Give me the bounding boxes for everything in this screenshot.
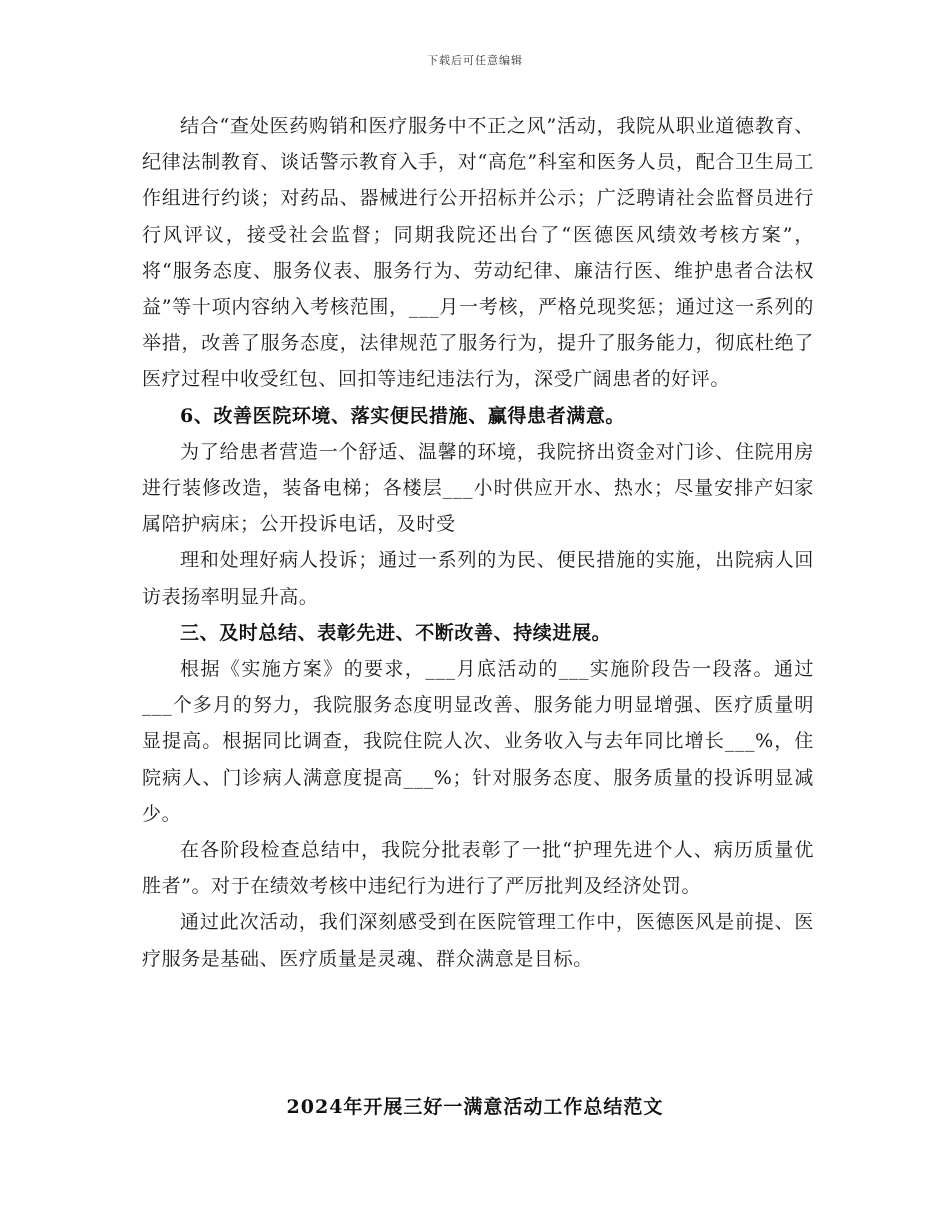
section-heading-summary: 三、及时总结、表彰先进、不断改善、持续进展。 xyxy=(180,621,612,644)
document-body xyxy=(142,108,814,977)
document-title: 2024年开展三好一满意活动工作总结范文 xyxy=(286,1096,664,1118)
paragraph-complaints: 理和处理好病人投诉；通过一系列的为民、便民措施的实施，出院病人回访表扬率明显升高。 xyxy=(142,549,814,608)
page-header: 下载后可任意编辑 xyxy=(427,54,523,67)
paragraph-environment: 为了给患者营造一个舒适、温馨的环境，我院挤出资金对门诊、住院用房进行装修改造，装备电梯；各楼层___小时供应开水、热水；尽量安排产妇家属陪护病床；公开投诉电话，及时受 xyxy=(142,440,814,536)
paragraph-results: 根据《实施方案》的要求，___月底活动的___实施阶段告一段落。通过___个多月的努力，我院服务态度明显改善、服务能力明显增强、医疗质量明显提高。根据同比调查，我院住院人次、业务收入与去年同比增长___%，住院病人、门诊病人满意度提高___%；针对服务态度、服务质量的投诉明显减少。 xyxy=(142,658,814,825)
paragraph-conduct-rectification: 结合“查处医药购销和医疗服务中不正之风”活动，我院从职业道德教育、纪律法制教育、谈话警示教育入手，对“高危”科室和医务人员，配合卫生局工作组进行约谈；对药品、器械进行公开招标并公示；广泛聘请社会监督员进行行风评议，接受社会监督；同期我院还出台了“医德医风绩效考核方案”，将“服务态度、服务仪表、服务行为、劳动纪律、廉洁行医、维护患者合法权益”等十项内容纳入考核范围，___月一考核，严格兑现奖惩；通过这一系列的举措，改善了服务态度，法律规范了服务行为，提升了服务能力，彻底杜绝了医疗过程中收受红包、回扣等违纪违法行为，深受广阔患者的好评。 xyxy=(142,115,814,391)
section-heading-environment: 6、改善医院环境、落实便民措施、赢得患者满意。 xyxy=(180,404,626,427)
paragraph-conclusion: 通过此次活动，我们深刻感受到在医院管理工作中，医德医风是前提、医疗服务是基础、医疗质量是灵魂、群众满意是目标。 xyxy=(142,911,814,970)
paragraph-commendation: 在各阶段检查总结中，我院分批表彰了一批“护理先进个人、病历质量优胜者”。对于在绩效考核中违纪行为进行了严厉批判及经济处罚。 xyxy=(142,839,814,898)
